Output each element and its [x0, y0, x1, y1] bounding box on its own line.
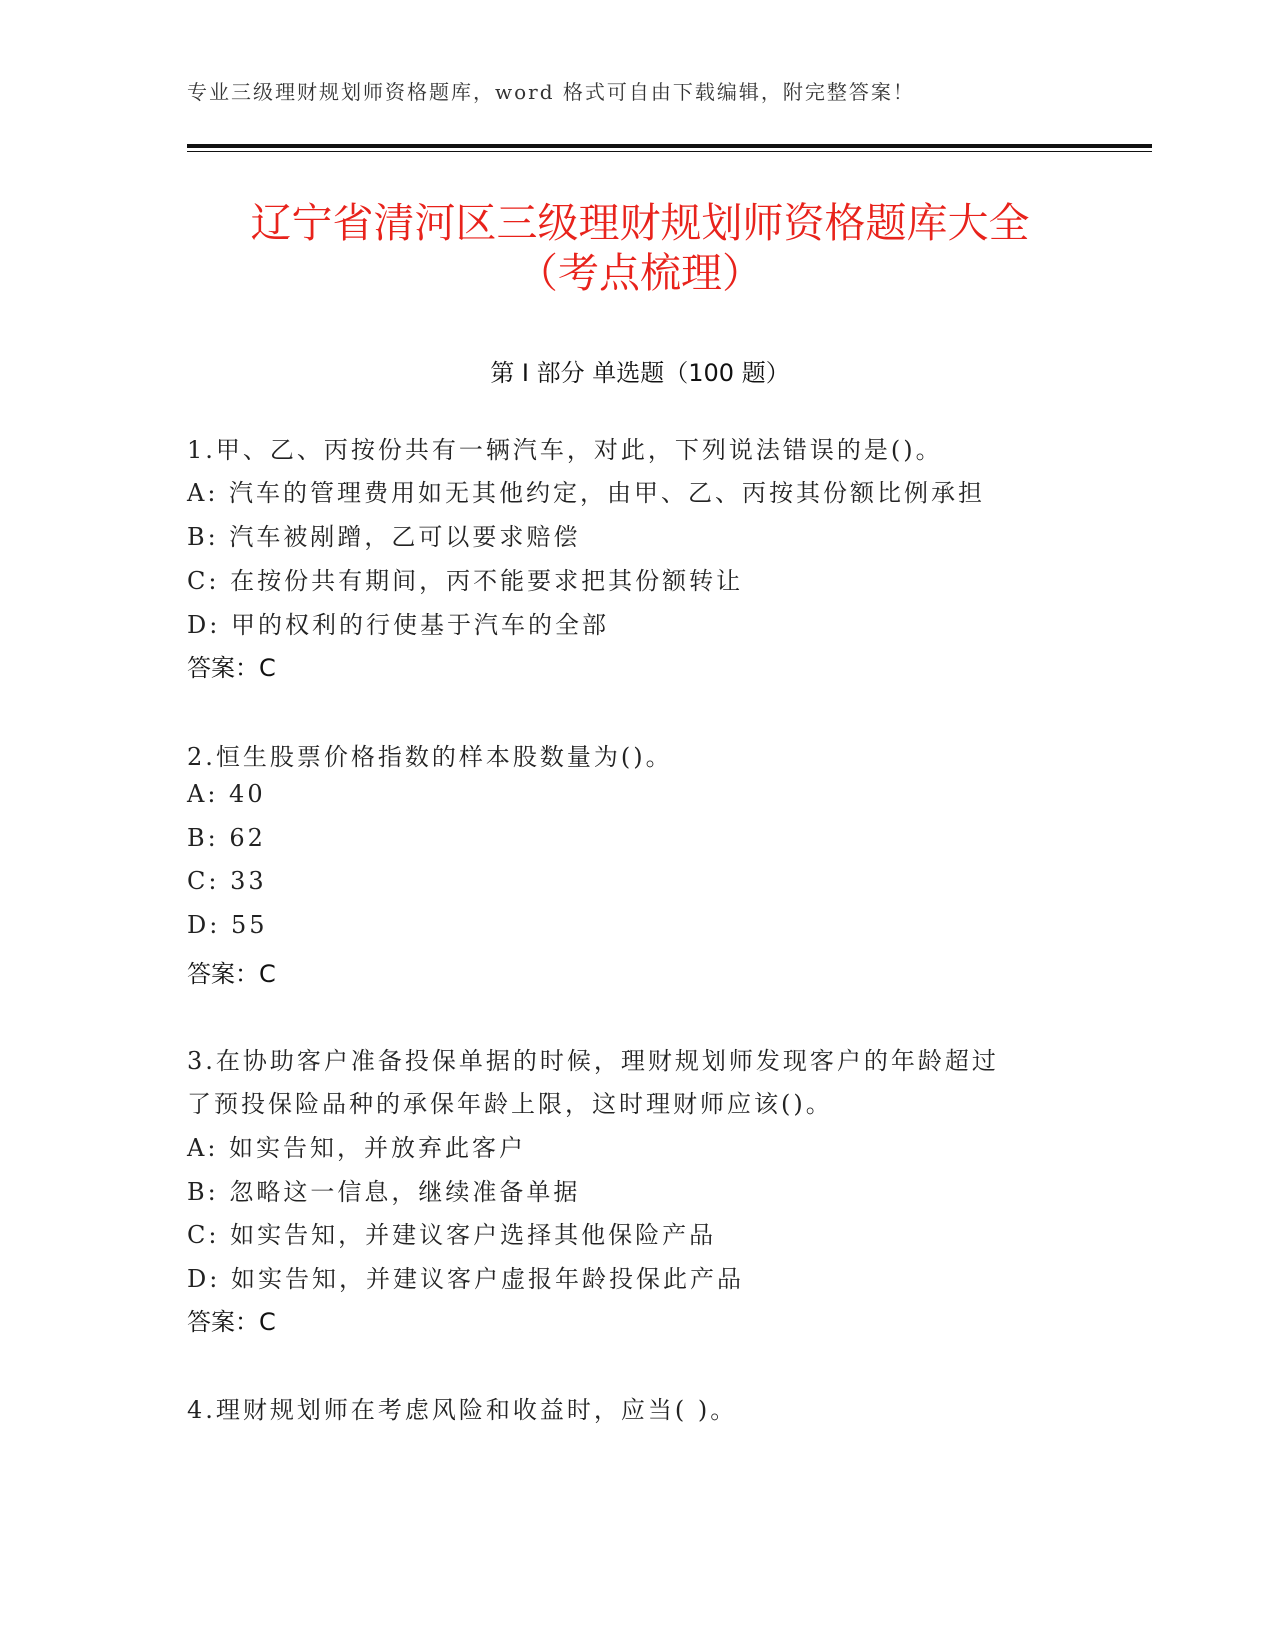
question-2-answer: 答案：C	[187, 960, 276, 988]
document-title-line2: （考点梳理）	[517, 249, 763, 297]
header-rule-thin	[187, 151, 1152, 152]
header-rule-thick	[187, 144, 1152, 148]
question-3-stem-line2: 了预投保险品种的承保年龄上限，这时理财师应该()。	[187, 1090, 833, 1118]
section-heading: 第 I 部分 单选题（100 题）	[490, 359, 790, 387]
question-1-option-d: D: 甲的权利的行使基于汽车的全部	[187, 611, 609, 639]
question-2-option-b: B: 62	[187, 824, 266, 852]
question-1-option-c: C: 在按份共有期间，丙不能要求把其份额转让	[187, 567, 744, 595]
question-1-option-a: A: 汽车的管理费用如无其他约定，由甲、乙、丙按其份额比例承担	[187, 479, 986, 507]
document-title-line1: 辽宁省清河区三级理财规划师资格题库大全	[250, 199, 1030, 247]
question-3-stem-line1: 3.在协助客户准备投保单据的时候，理财规划师发现客户的年龄超过	[187, 1047, 999, 1075]
question-2-option-a: A: 40	[187, 780, 266, 808]
question-3-option-a: A: 如实告知，并放弃此客户	[187, 1134, 527, 1162]
question-2-option-d: D: 55	[187, 911, 268, 939]
question-1-answer: 答案：C	[187, 654, 276, 682]
question-2-option-c: C: 33	[187, 867, 267, 895]
question-4-stem: 4.理财规划师在考虑风险和收益时，应当( )。	[187, 1396, 738, 1424]
question-3-option-d: D: 如实告知，并建议客户虚报年龄投保此产品	[187, 1265, 744, 1293]
question-1-option-b: B: 汽车被剐蹭，乙可以要求赔偿	[187, 523, 581, 551]
question-3-answer: 答案：C	[187, 1308, 276, 1336]
header-note: 专业三级理财规划师资格题库，word 格式可自由下载编辑，附完整答案！	[187, 80, 915, 104]
question-1-stem: 1.甲、乙、丙按份共有一辆汽车，对此，下列说法错误的是()。	[187, 436, 943, 464]
question-3-option-c: C: 如实告知，并建议客户选择其他保险产品	[187, 1221, 717, 1249]
question-3-option-b: B: 忽略这一信息，继续准备单据	[187, 1178, 581, 1206]
question-2-stem: 2.恒生股票价格指数的样本股数量为()。	[187, 743, 673, 771]
